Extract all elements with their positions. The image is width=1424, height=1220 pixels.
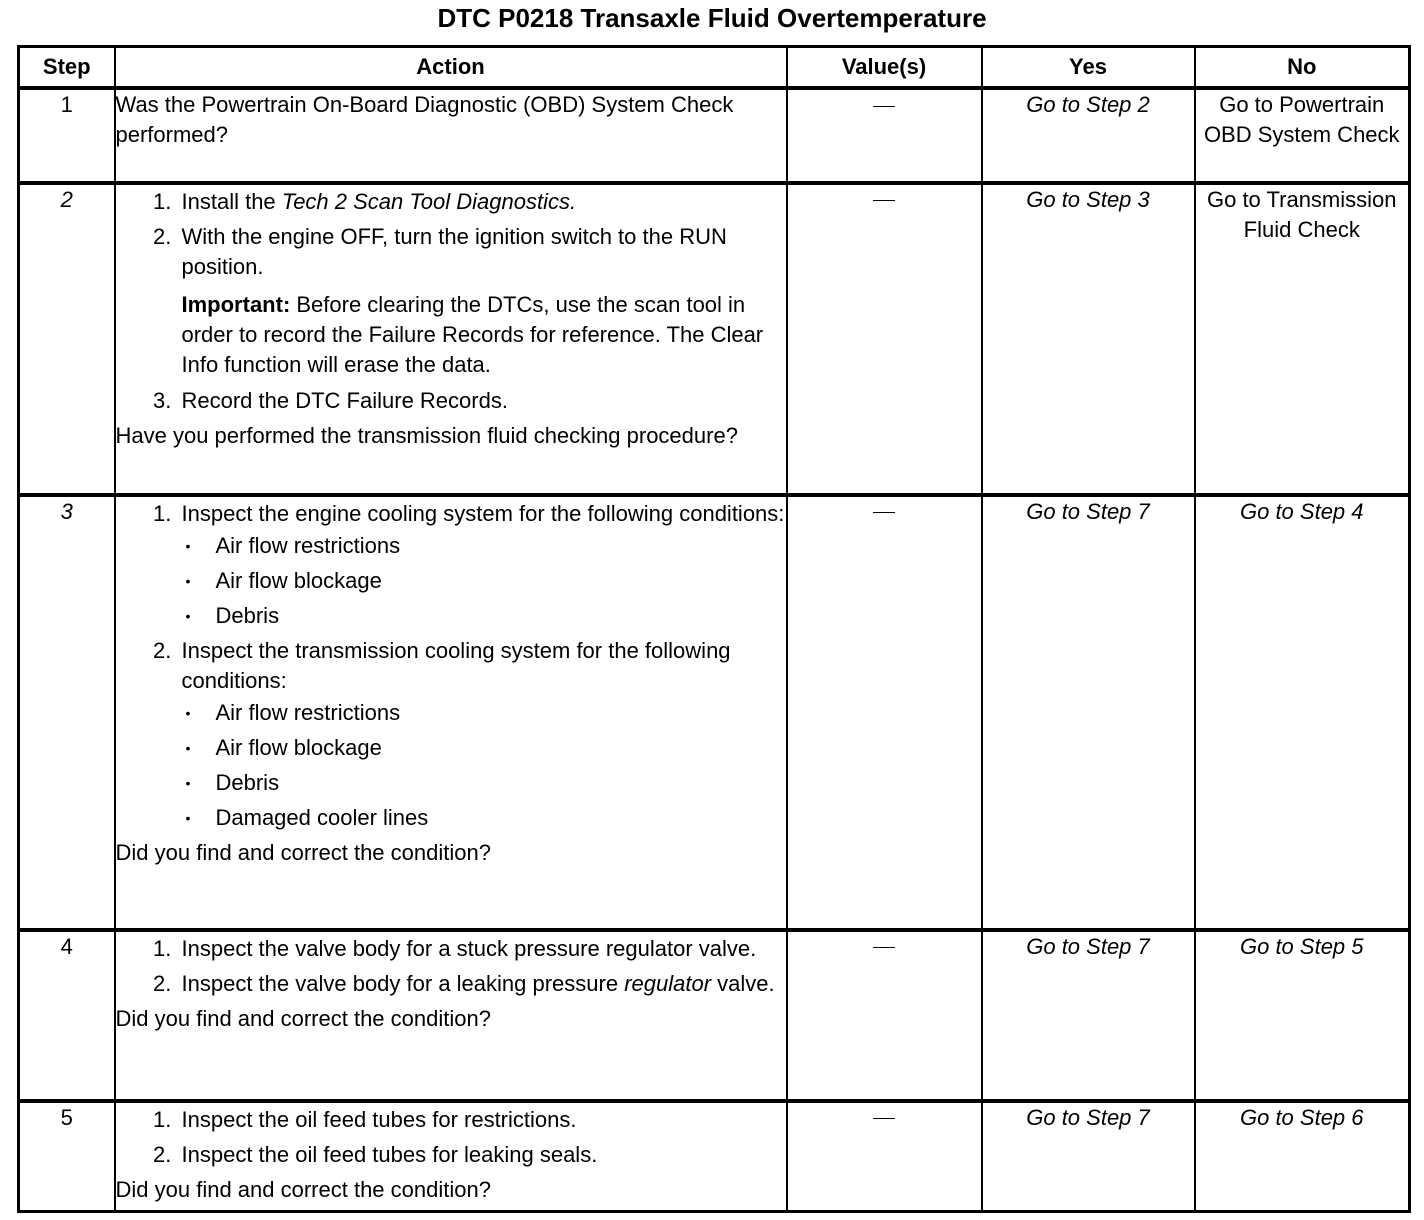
header-no: No bbox=[1195, 47, 1410, 89]
value-dash bbox=[873, 512, 895, 513]
action-steps bbox=[116, 1105, 786, 1170]
action-cell bbox=[115, 88, 787, 183]
action-question: Was the Powertrain On-Board Diagnostic (OBD) System Check performed? bbox=[115, 92, 734, 147]
yes-cell: Go to Step 7 bbox=[982, 495, 1195, 930]
action-step-item: 2. Inspect the valve body for a leaking pressure regulator valve. bbox=[178, 969, 786, 999]
step-number: 1 bbox=[19, 88, 115, 183]
condition-item: • Debris bbox=[186, 768, 786, 798]
action-step-item: 1. Inspect the engine cooling system for the following conditions: • Air flow restrictions • Air flow blockage • Debris bbox=[178, 499, 786, 631]
value-cell bbox=[787, 1101, 982, 1212]
condition-item: • Air flow restrictions bbox=[186, 698, 786, 728]
action-step-item: 2. Inspect the transmission cooling system for the following conditions: • Air flow restrictions • Air flow blockage • Debris • Damaged cooler lines bbox=[178, 636, 786, 833]
no-cell: Go to Step 4 bbox=[1195, 495, 1410, 930]
yes-cell: Go to Step 7 bbox=[982, 1101, 1195, 1212]
yes-cell: Go to Step 2 bbox=[982, 88, 1195, 183]
condition-list bbox=[182, 698, 786, 833]
page-title: DTC P0218 Transaxle Fluid Overtemperature bbox=[437, 3, 987, 33]
action-step-item: 2. With the engine OFF, turn the ignition switch to the RUN position. Important: Before clearing the DTCs, use the scan tool in order to record the Failure Records for reference. The Clear Info function will erase the data. bbox=[178, 222, 786, 380]
step-number: 4 bbox=[19, 930, 115, 1101]
header-action: Action bbox=[115, 47, 787, 89]
value-dash bbox=[873, 106, 895, 107]
condition-list bbox=[182, 531, 786, 631]
no-cell: Go to Step 5 bbox=[1195, 930, 1410, 1101]
value-dash bbox=[873, 947, 895, 948]
action-question: Did you find and correct the condition? bbox=[115, 1005, 491, 1031]
action-question: Did you find and correct the condition? bbox=[115, 839, 491, 865]
condition-item: • Debris bbox=[186, 601, 786, 631]
action-cell bbox=[115, 183, 787, 495]
value-cell bbox=[787, 88, 982, 183]
action-question: Did you find and correct the condition? bbox=[115, 1176, 491, 1202]
step-number: 3 bbox=[19, 495, 115, 930]
no-cell: Go to Transmission Fluid Check bbox=[1195, 183, 1410, 495]
header-values: Value(s) bbox=[787, 47, 982, 89]
diagnostic-table bbox=[17, 45, 1411, 1213]
action-step-item: 2. Inspect the oil feed tubes for leaking seals. bbox=[178, 1140, 786, 1170]
condition-item: • Air flow blockage bbox=[186, 566, 786, 596]
table-row-step-5 bbox=[19, 1101, 1410, 1212]
no-cell: Go to Step 6 bbox=[1195, 1101, 1410, 1212]
condition-item: • Air flow restrictions bbox=[186, 531, 786, 561]
no-cell: Go to Powertrain OBD System Check bbox=[1195, 88, 1410, 183]
action-cell bbox=[115, 930, 787, 1101]
action-cell bbox=[115, 1101, 787, 1212]
header-yes: Yes bbox=[982, 47, 1195, 89]
action-steps bbox=[116, 187, 786, 416]
action-steps bbox=[116, 499, 786, 833]
value-cell bbox=[787, 495, 982, 930]
table-row-step-1 bbox=[19, 88, 1410, 183]
header-step: Step bbox=[19, 47, 115, 89]
action-step-item: 1. Inspect the oil feed tubes for restrictions. bbox=[178, 1105, 786, 1135]
value-cell bbox=[787, 930, 982, 1101]
table-row-step-3 bbox=[19, 495, 1410, 930]
step-number: 2 bbox=[19, 183, 115, 495]
action-question: Have you performed the transmission fluid checking procedure? bbox=[115, 422, 738, 448]
value-dash bbox=[873, 200, 895, 201]
step-number: 5 bbox=[19, 1101, 115, 1212]
action-step-item: 1. Install the Tech 2 Scan Tool Diagnostics. bbox=[178, 187, 786, 217]
action-steps bbox=[116, 934, 786, 999]
condition-item: • Damaged cooler lines bbox=[186, 803, 786, 833]
table-header-row bbox=[19, 47, 1410, 89]
yes-cell: Go to Step 3 bbox=[982, 183, 1195, 495]
important-note: Important: Before clearing the DTCs, use the scan tool in order to record the Failure Records for reference. The Clear Info function will erase the data. bbox=[181, 291, 764, 377]
action-step-item: 1. Inspect the valve body for a stuck pressure regulator valve. bbox=[178, 934, 786, 964]
table-row-step-2 bbox=[19, 183, 1410, 495]
yes-cell: Go to Step 7 bbox=[982, 930, 1195, 1101]
condition-item: • Air flow blockage bbox=[186, 733, 786, 763]
table-row-step-4 bbox=[19, 930, 1410, 1101]
action-cell bbox=[115, 495, 787, 930]
value-cell bbox=[787, 183, 982, 495]
action-step-item: 3. Record the DTC Failure Records. bbox=[178, 386, 786, 416]
value-dash bbox=[873, 1118, 895, 1119]
